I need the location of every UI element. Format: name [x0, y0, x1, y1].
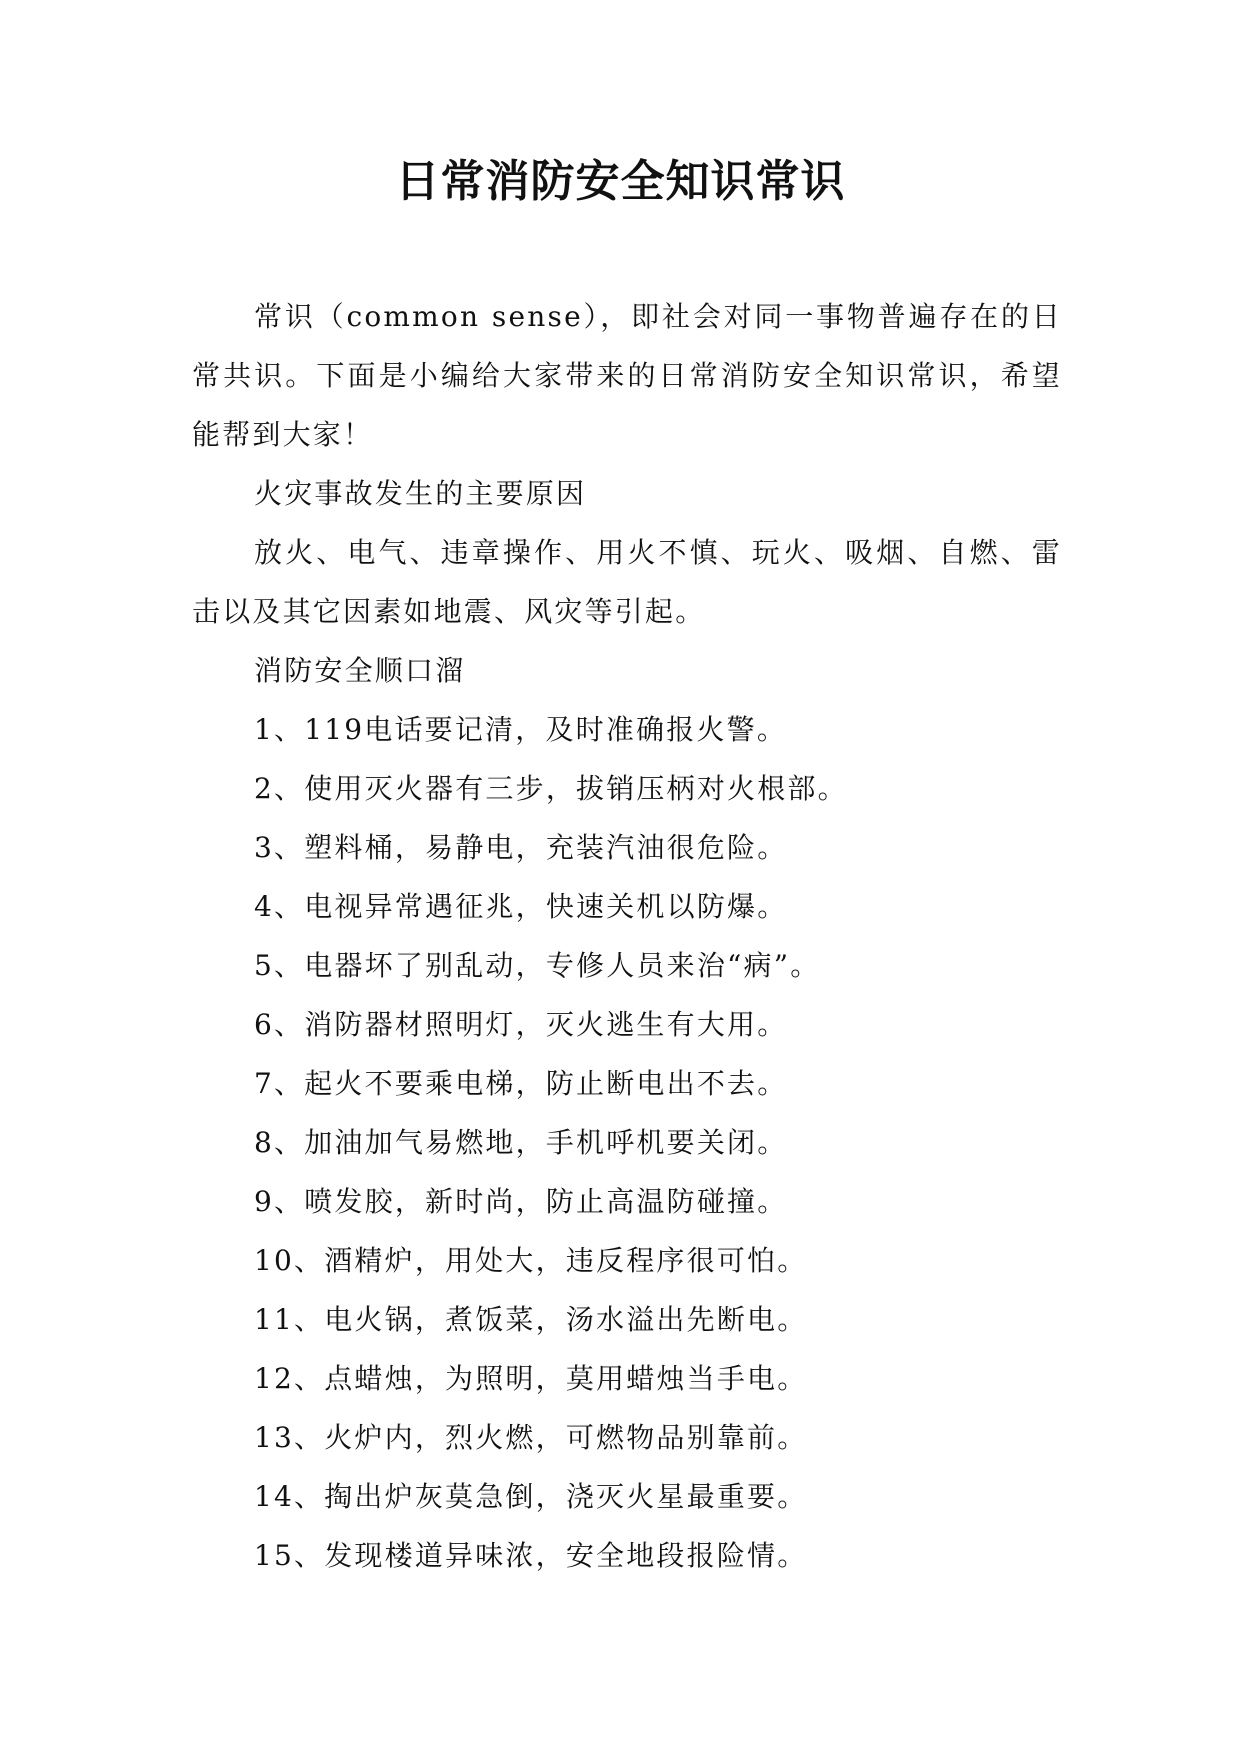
list-item: 11、电火锅，煮饭菜，汤水溢出先断电。: [254, 1303, 808, 1336]
list-item: 8、加油加气易燃地，手机呼机要关闭。: [254, 1126, 788, 1159]
intro-paragraph: 常识（common sense），即社会对同一事物普遍存在的日常共识。下面是小编给大家带来的日常消防安全知识常识，希望能帮到大家！: [192, 300, 1062, 451]
list-item: 12、点蜡烛，为照明，莫用蜡烛当手电。: [254, 1362, 808, 1395]
section-heading-safety-rhymes: 消防安全顺口溜: [254, 654, 466, 687]
list-item: 6、消防器材照明灯，灭火逃生有大用。: [254, 1008, 788, 1041]
section-heading-fire-causes: 火灾事故发生的主要原因: [254, 477, 587, 510]
document-body: [192, 287, 1062, 1585]
page-title: 日常消防安全知识常识: [395, 156, 846, 207]
list-item: 13、火炉内，烈火燃，可燃物品别靠前。: [254, 1421, 808, 1454]
list-item: 5、电器坏了别乱动，专修人员来治“病”。: [254, 949, 821, 982]
list-item: 4、电视异常遇征兆，快速关机以防爆。: [254, 890, 788, 923]
list-item: 2、使用灭火器有三步，拔销压柄对火根部。: [254, 772, 848, 805]
list-item: 9、喷发胶，新时尚，防止高温防碰撞。: [254, 1185, 788, 1218]
list-item: 7、起火不要乘电梯，防止断电出不去。: [254, 1067, 788, 1100]
list-item: 10、酒精炉，用处大，违反程序很可怕。: [254, 1244, 808, 1277]
list-item: 15、发现楼道异味浓，安全地段报险情。: [254, 1539, 808, 1572]
fire-causes-paragraph: 放火、电气、违章操作、用火不慎、玩火、吸烟、自燃、雷击以及其它因素如地震、风灾等引起。: [192, 536, 1062, 628]
list-item: 14、掏出炉灰莫急倒，浇灭火星最重要。: [254, 1480, 808, 1513]
list-item: 1、119电话要记清，及时准确报火警。: [254, 713, 788, 746]
list-item: 3、塑料桶，易静电，充装汽油很危险。: [254, 831, 788, 864]
